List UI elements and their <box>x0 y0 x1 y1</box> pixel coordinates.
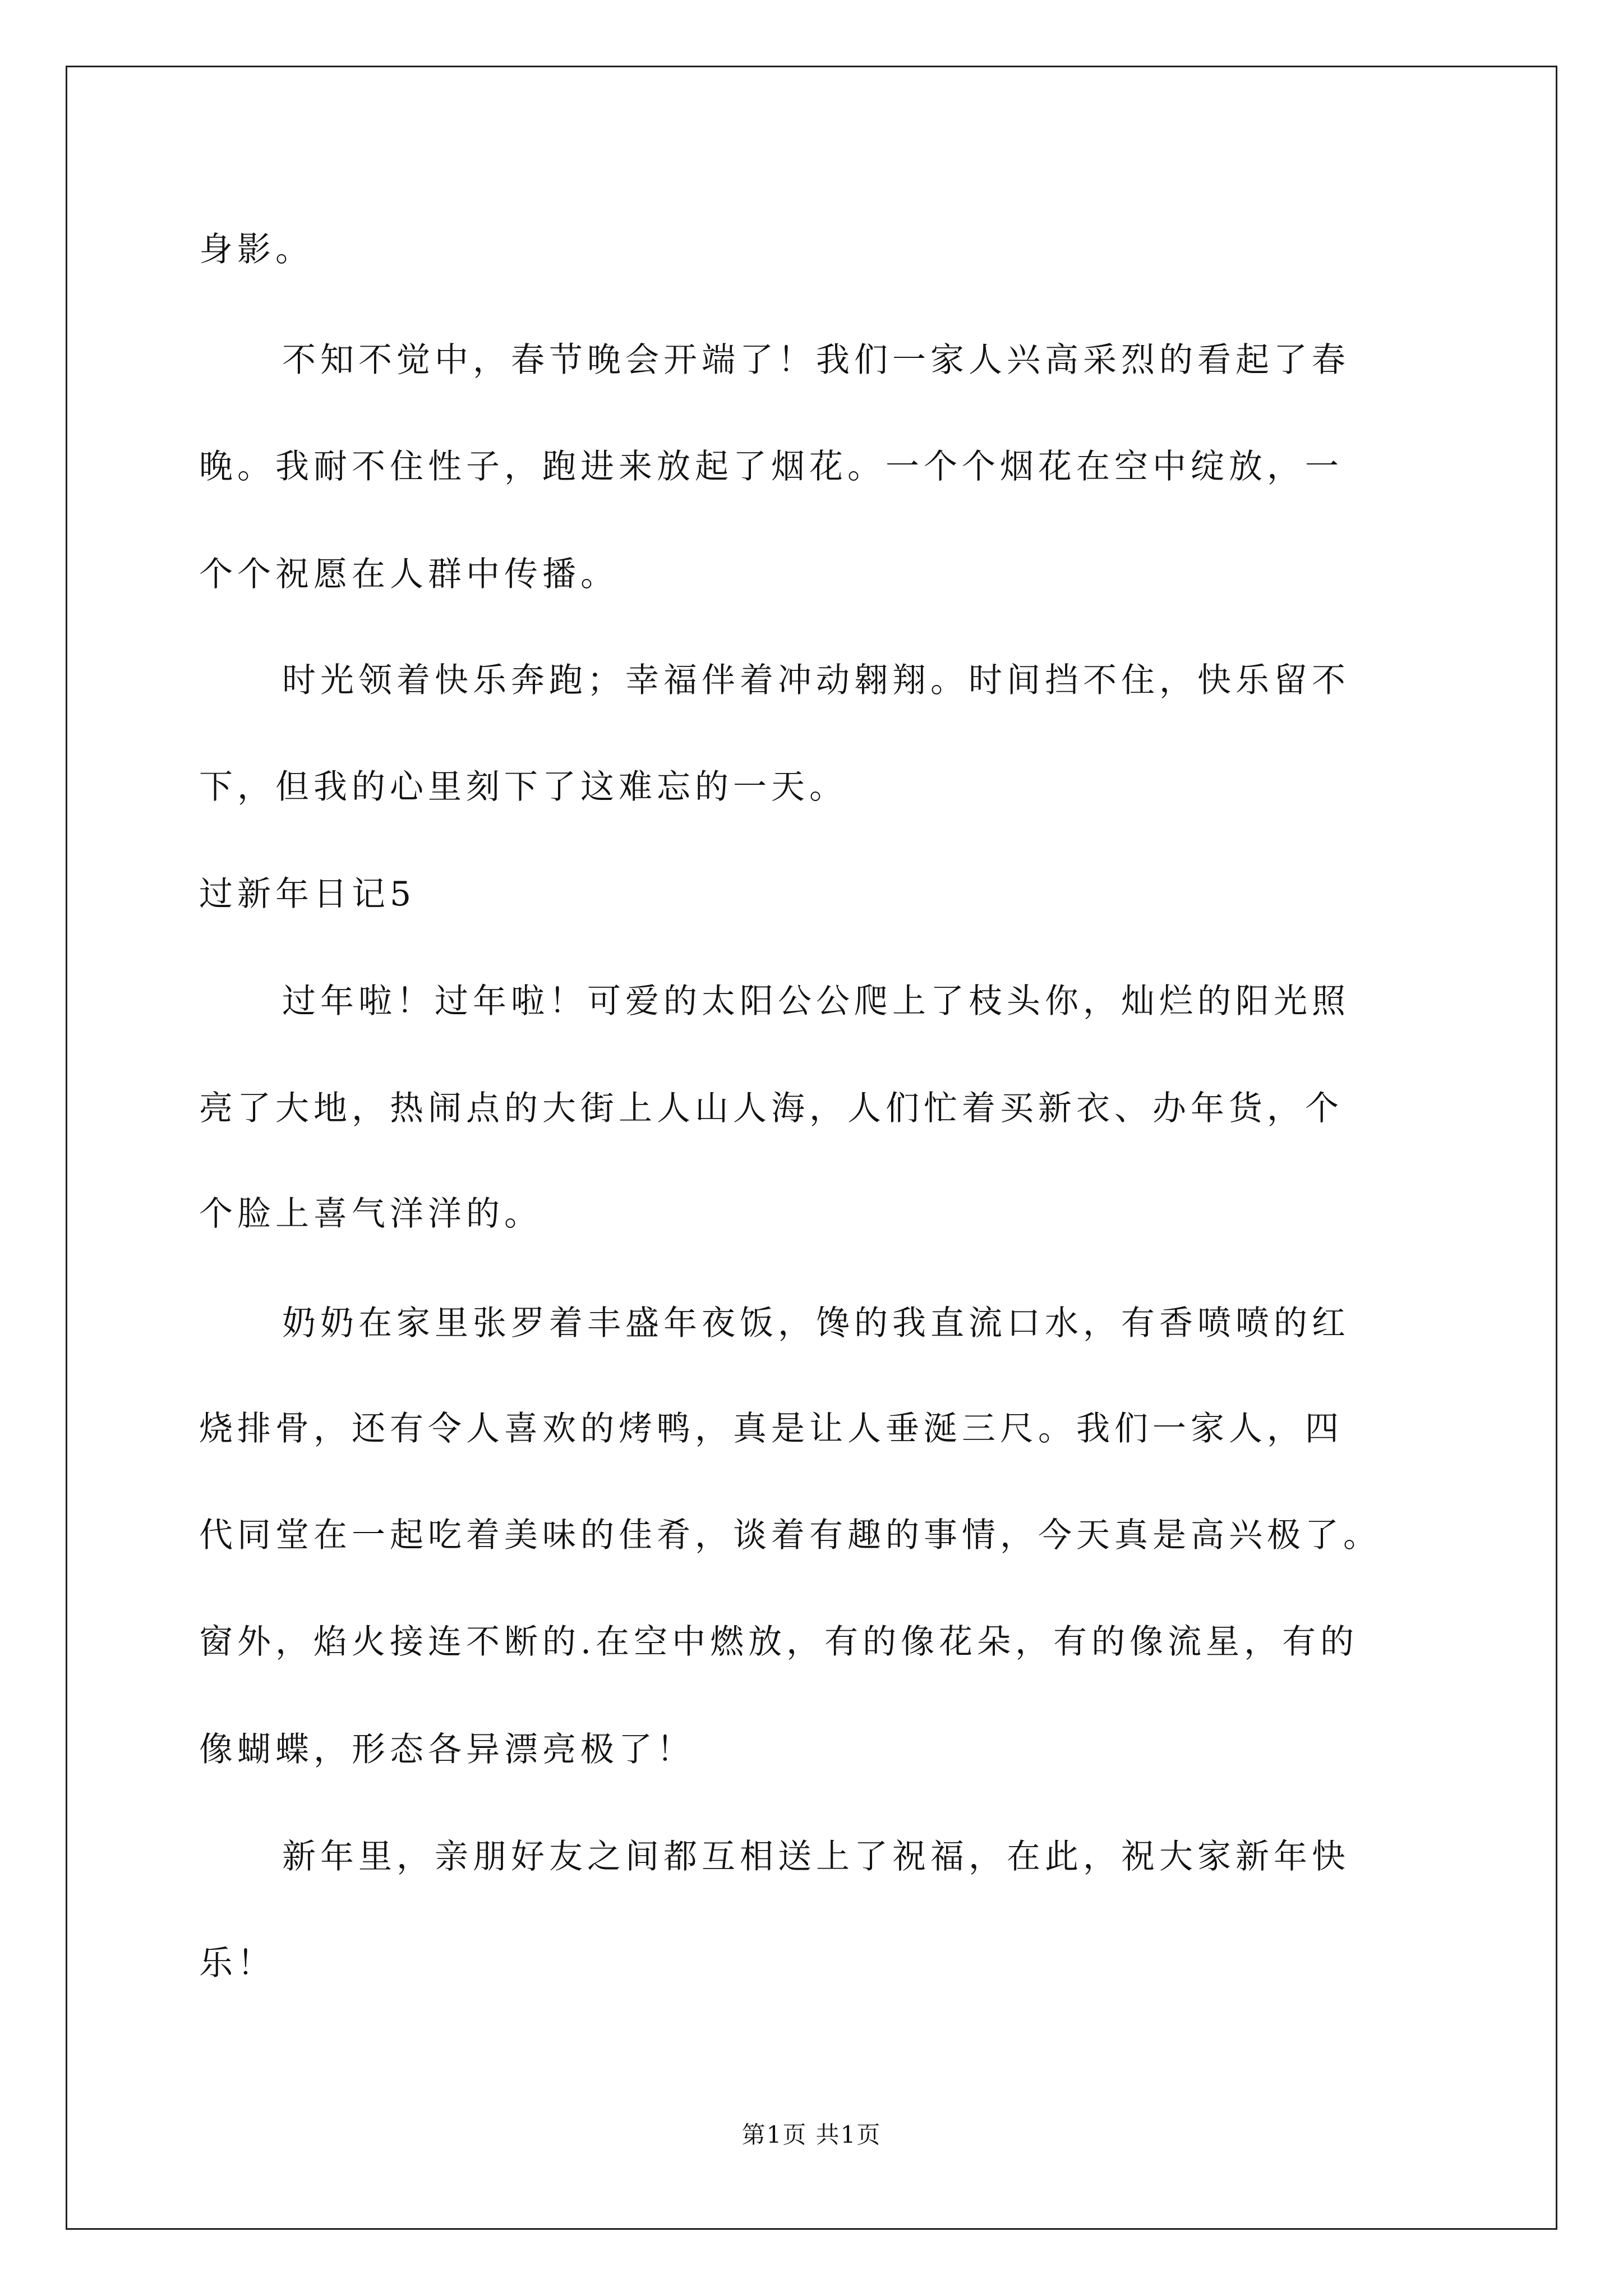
text-line: 不知不觉中，春节晚会开端了！我们一家人兴高采烈的看起了春 <box>282 341 1350 380</box>
text-line: 亮了大地，热闹点的大街上人山人海，人们忙着买新衣、办年货，个 <box>199 1089 1343 1128</box>
text-line: 晚。我耐不住性子，跑进来放起了烟花。一个个烟花在空中绽放，一 <box>199 447 1343 486</box>
page-footer: 第1页 共1页 <box>741 2121 882 2148</box>
text-line: 新年里，亲朋好友之间都互相送上了祝福，在此，祝大家新年快 <box>282 1837 1350 1876</box>
section-heading: 过新年日记5 <box>199 875 416 914</box>
text-line: 时光领着快乐奔跑；幸福伴着冲动翱翔。时间挡不住，快乐留不 <box>282 661 1350 700</box>
text-line: 烧排骨，还有令人喜欢的烤鸭，真是让人垂涎三尺。我们一家人，四 <box>199 1409 1343 1448</box>
text-line: 过年啦！过年啦！可爱的太阳公公爬上了枝头你，灿烂的阳光照 <box>282 982 1350 1021</box>
text-line: 身影。 <box>199 230 313 269</box>
text-line: 个脸上喜气洋洋的。 <box>199 1194 542 1234</box>
text-line: 下，但我的心里刻下了这难忘的一天。 <box>199 767 847 807</box>
text-line: 代同堂在一起吃着美味的佳肴，谈着有趣的事情，今天真是高兴极了。 <box>199 1516 1381 1555</box>
text-line: 窗外，焰火接连不断的.在空中燃放，有的像花朵，有的像流星，有的 <box>199 1622 1359 1662</box>
text-line: 像蝴蝶，形态各异漂亮极了！ <box>199 1730 695 1769</box>
text-line: 个个祝愿在人群中传播。 <box>199 555 619 594</box>
text-line: 奶奶在家里张罗着丰盛年夜饭，馋的我直流口水，有香喷喷的红 <box>282 1304 1350 1343</box>
text-line: 乐！ <box>199 1944 275 1983</box>
page-frame <box>66 66 1557 2230</box>
